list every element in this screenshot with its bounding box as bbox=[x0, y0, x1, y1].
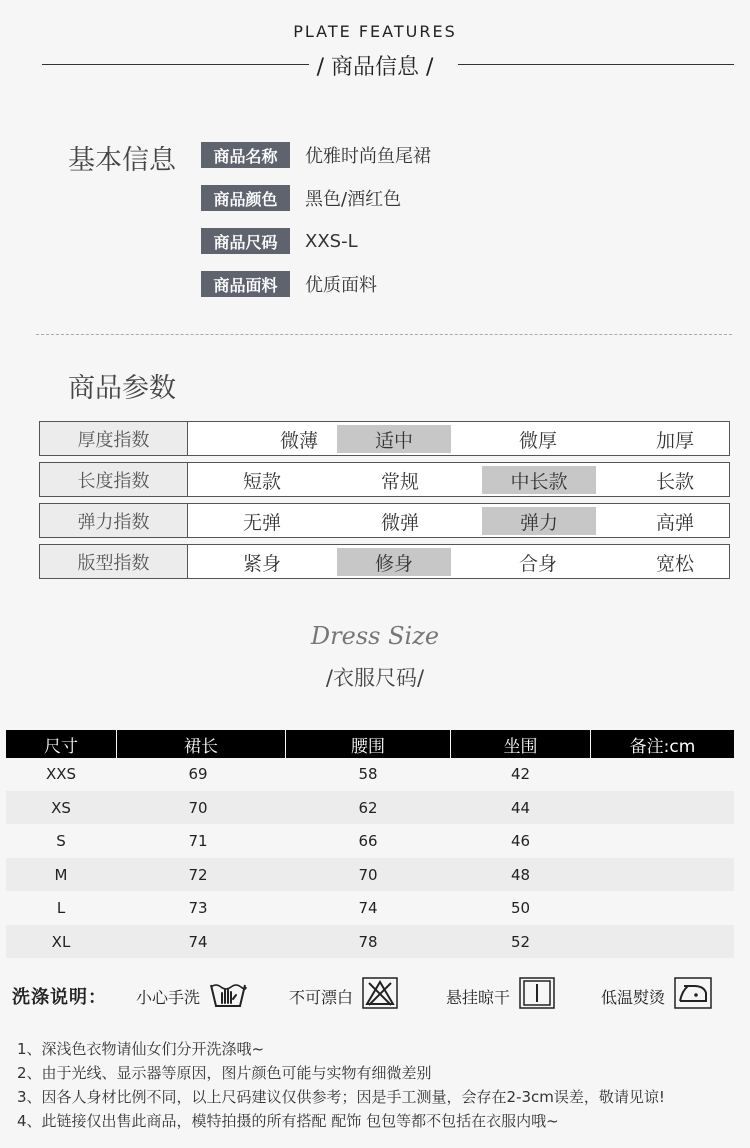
param-option: 宽松 bbox=[655, 552, 694, 575]
table-row bbox=[6, 925, 734, 958]
dress-size-script-svg bbox=[310, 614, 440, 658]
hang-dry-icon bbox=[519, 977, 555, 1013]
table-cell: 52 bbox=[510, 932, 531, 951]
table-cell bbox=[591, 824, 734, 857]
note-item: 4、此链接仅出售此商品，模特拍摄的所有搭配 配饰 包包等都不包括在衣服内哦~ bbox=[17, 1112, 559, 1130]
wash-title: 洗涤说明： bbox=[12, 987, 107, 1008]
dress-size-script bbox=[0, 614, 750, 662]
param-row-length bbox=[39, 462, 730, 497]
info-value: 优雅时尚鱼尾裙 bbox=[305, 146, 431, 167]
table-cell: 50 bbox=[510, 898, 531, 917]
table-cell: 58 bbox=[358, 764, 378, 783]
table-cell: 71 bbox=[188, 831, 208, 850]
params-title: 商品参数 bbox=[68, 373, 176, 404]
info-key: 商品颜色 bbox=[201, 185, 290, 211]
param-option-selected: 适中 bbox=[337, 425, 451, 453]
param-option: 微厚 bbox=[518, 429, 557, 452]
table-row bbox=[6, 858, 734, 891]
param-option: 无弹 bbox=[242, 511, 281, 534]
param-option-selected: 中长款 bbox=[482, 466, 596, 494]
table-cell: M bbox=[54, 865, 68, 884]
dress-size-title: /衣服尺码/ bbox=[325, 666, 425, 690]
table-cell bbox=[591, 925, 734, 958]
table-cell: 73 bbox=[188, 898, 208, 917]
wash-label-low-iron: 低温熨烫 bbox=[601, 988, 666, 1007]
table-cell: 70 bbox=[188, 798, 208, 817]
note-item: 3、因各人身材比例不同，以上尺码建议仅供参考；因是手工测量，会存在2-3cm误差，敬请见谅! bbox=[17, 1088, 665, 1106]
note-item: 2、由于光线、显示器等原因，图片颜色可能与实物有细微差别 bbox=[17, 1064, 432, 1082]
dashed-divider bbox=[36, 334, 732, 335]
table-cell bbox=[591, 791, 734, 824]
table-row bbox=[6, 824, 734, 857]
table-cell: 74 bbox=[188, 932, 208, 951]
table-cell: 72 bbox=[188, 865, 208, 884]
param-option: 常规 bbox=[380, 470, 419, 493]
col-header: 腰围 bbox=[351, 736, 385, 757]
param-option: 长款 bbox=[655, 470, 694, 493]
info-row-name bbox=[201, 142, 431, 168]
section-title-text: / 商品信息 / bbox=[309, 55, 442, 80]
param-option: 合身 bbox=[518, 552, 557, 575]
table-cell: 70 bbox=[358, 865, 378, 884]
notes-list bbox=[17, 1037, 665, 1133]
wash-label-no-bleach: 不可漂白 bbox=[289, 988, 354, 1007]
table-cell: 78 bbox=[358, 932, 378, 951]
table-cell: 74 bbox=[358, 898, 378, 917]
param-label: 版型指数 bbox=[40, 545, 188, 578]
info-key: 商品名称 bbox=[201, 142, 290, 168]
note-item: 1、深浅色衣物请仙女们分开洗涤哦~ bbox=[17, 1040, 265, 1058]
param-label: 厚度指数 bbox=[40, 422, 188, 455]
param-option: 紧身 bbox=[242, 552, 281, 575]
param-label: 弹力指数 bbox=[40, 504, 188, 537]
section-title bbox=[0, 50, 750, 81]
info-value: 优质面料 bbox=[305, 275, 377, 296]
table-cell bbox=[591, 891, 734, 924]
param-option: 高弹 bbox=[655, 511, 694, 534]
param-row-fit bbox=[39, 544, 730, 579]
table-cell: S bbox=[56, 831, 66, 850]
table-cell bbox=[591, 757, 734, 790]
table-cell: XS bbox=[51, 798, 71, 817]
dress-size-script-text: Dress Size bbox=[310, 622, 440, 650]
table-cell: L bbox=[56, 898, 66, 917]
info-key: 商品尺码 bbox=[201, 228, 290, 254]
wash-label-hang-dry: 悬挂晾干 bbox=[446, 988, 511, 1007]
col-header: 备注:cm bbox=[629, 736, 696, 757]
table-cell: 69 bbox=[188, 764, 208, 783]
table-cell: XXS bbox=[45, 764, 77, 783]
param-label: 长度指数 bbox=[40, 463, 188, 496]
info-row-size bbox=[201, 228, 358, 254]
param-row-thickness bbox=[39, 421, 730, 456]
param-option: 短款 bbox=[242, 470, 281, 493]
info-row-fabric bbox=[201, 271, 377, 297]
table-row bbox=[6, 891, 734, 924]
table-row bbox=[6, 757, 734, 790]
table-cell: 46 bbox=[510, 831, 531, 850]
table-cell bbox=[591, 858, 734, 891]
no-bleach-icon bbox=[362, 977, 398, 1013]
table-cell: 62 bbox=[358, 798, 378, 817]
param-option: 加厚 bbox=[655, 429, 694, 452]
table-cell: XL bbox=[51, 932, 71, 951]
info-key: 商品面料 bbox=[201, 271, 290, 297]
en-section-title: PLATE FEATURES bbox=[293, 22, 457, 41]
col-header: 坐围 bbox=[503, 736, 538, 757]
size-table-header bbox=[6, 730, 734, 758]
low-iron-icon bbox=[674, 977, 712, 1013]
wash-label-hand-wash: 小心手洗 bbox=[136, 988, 201, 1007]
param-option: 微薄 bbox=[279, 429, 318, 452]
table-cell: 48 bbox=[510, 865, 531, 884]
basic-info-title: 基本信息 bbox=[68, 145, 176, 176]
table-cell: 44 bbox=[510, 798, 531, 817]
param-option: 微弹 bbox=[380, 511, 419, 534]
info-value: 黑色/酒红色 bbox=[305, 189, 402, 210]
param-option-selected: 弹力 bbox=[482, 507, 596, 535]
param-row-elasticity bbox=[39, 503, 730, 538]
table-row bbox=[6, 791, 734, 824]
param-option-selected: 修身 bbox=[337, 548, 451, 576]
info-value: XXS-L bbox=[305, 230, 358, 252]
table-cell: 42 bbox=[510, 764, 531, 783]
table-cell: 66 bbox=[358, 831, 378, 850]
info-row-color bbox=[201, 185, 401, 211]
hand-wash-icon bbox=[208, 977, 248, 1013]
col-header: 尺寸 bbox=[44, 736, 78, 757]
col-header: 裙长 bbox=[184, 736, 218, 757]
